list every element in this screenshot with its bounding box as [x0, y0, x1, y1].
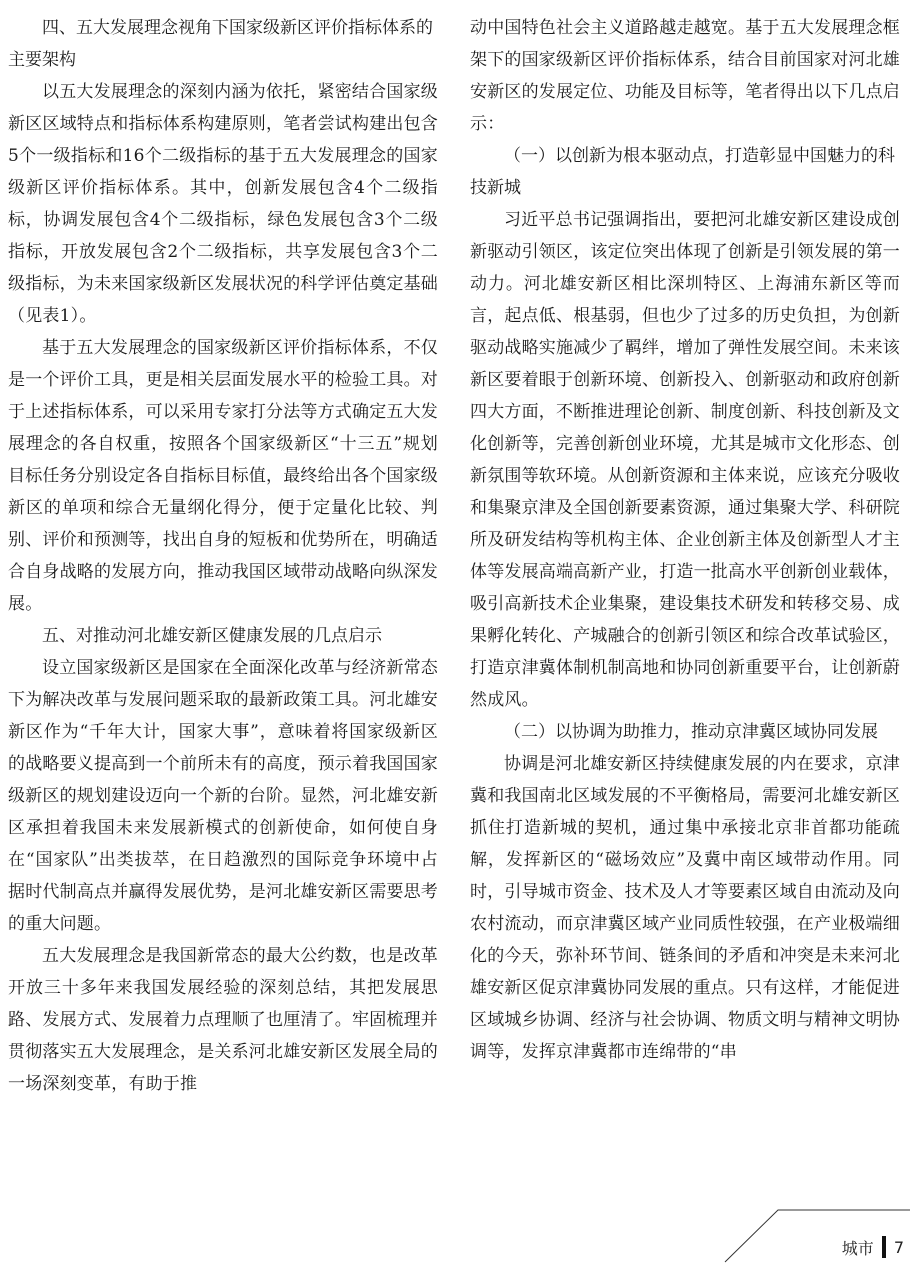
paragraph-continued: 动中国特色社会主义道路越走越宽。基于五大发展理念框架下的国家级新区评价指标体系，结合目前国家对河北雄安新区的发展定位、功能及目标等，笔者得出以下几点启示：	[470, 18, 900, 134]
paragraph: 协调是河北雄安新区持续健康发展的内在要求，京津冀和我国南北区域发展的不平衡格局，需要河北雄安新区抓住打造新城的契机，通过集中承接北京非首都功能疏解，发挥新区的“磁场效应”及冀中南区域带动作用。同时，引导城市资金、技术及人才等要素区域自由流动及向农村流动，而京津冀区域产业同质性较强，在产业极端细化的今天，弥补环节间、链条间的矛盾和冲突是未来河北雄安新区促京津冀协同发展的重点。只有这样，才能促进区域城乡协调、经济与社会协调、物质文明与精神文明协调等，发挥京津冀都市连绵带的“串	[470, 754, 900, 1062]
left-column	[8, 12, 438, 1100]
paragraph: 以五大发展理念的深刻内涵为依托，紧密结合国家级新区区域特点和指标体系构建原则，笔者尝试构建出包含5个一级指标和16个二级指标的基于五大发展理念的国家级新区评价指标体系。其中，创新发展包含4个二级指标，协调发展包含4个二级指标，绿色发展包含3个二级指标，开放发展包含2个二级指标，共享发展包含3个二级指标，为未来国家级新区发展状况的科学评估奠定基础（见表1）。	[8, 82, 438, 326]
page-number: 7	[893, 1237, 904, 1257]
section-heading-5: 五、对推动河北雄安新区健康发展的几点启示	[42, 626, 382, 646]
page-footer	[842, 1236, 904, 1258]
right-column	[470, 12, 900, 1068]
footer-divider-bar	[882, 1236, 886, 1258]
paragraph: 基于五大发展理念的国家级新区评价指标体系，不仅是一个评价工具，更是相关层面发展水平的检验工具。对于上述指标体系，可以采用专家打分法等方式确定五大发展理念的各自权重，按照各个国家级新区“十三五”规划目标任务分别设定各自指标目标值，最终给出各个国家级新区的单项和综合无量纲化得分，便于定量化比较、判别、评价和预测等，找出自身的短板和优势所在，明确适合自身战略的发展方向，推动我国区域带动战略向纵深发展。	[8, 338, 438, 614]
paragraph: 习近平总书记强调指出，要把河北雄安新区建设成创新驱动引领区，该定位突出体现了创新是引领发展的第一动力。河北雄安新区相比深圳特区、上海浦东新区等而言，起点低、根基弱，但也少了过多的历史负担，为创新驱动战略实施减少了羁绊，增加了弹性发展空间。未来该新区要着眼于创新环境、创新投入、创新驱动和政府创新四大方面，不断推进理论创新、制度创新、科技创新及文化创新等，完善创新创业环境，尤其是城市文化形态、创新氛围等软环境。从创新资源和主体来说，应该充分吸收和集聚京津及全国创新要素资源，通过集聚大学、科研院所及研发结构等机构主体、企业创新主体及创新型人才主体等发展高端高新产业，打造一批高水平创新创业载体，吸引高新技术企业集聚，建设集技术研发和转移交易、成果孵化转化、产城融合的创新引领区和综合改革试验区，打造京津冀体制机制高地和协同创新重要平台，让创新蔚然成风。	[470, 210, 900, 710]
footer-section-name: 城市	[841, 1238, 874, 1258]
section-heading-4: 四、五大发展理念视角下国家级新区评价指标体系的主要架构	[8, 18, 433, 70]
paragraph: 五大发展理念是我国新常态的最大公约数，也是改革开放三十多年来我国发展经验的深刻总结，其把发展思路、发展方式、发展着力点理顺了也厘清了。牢固梳理并贯彻落实五大发展理念，是关系河北雄安新区发展全局的一场深刻变革，有助于推	[8, 946, 438, 1094]
subsection-heading-1: （一）以创新为根本驱动点，打造彰显中国魅力的科技新城	[470, 146, 895, 198]
subsection-heading-2: （二）以协调为助推力，推动京津冀区域协同发展	[504, 722, 878, 742]
paragraph: 设立国家级新区是国家在全面深化改革与经济新常态下为解决改革与发展问题采取的最新政策工具。河北雄安新区作为“千年大计，国家大事”，意味着将国家级新区的战略要义提高到一个前所未有的高度，预示着我国国家级新区的规划建设迈向一个新的台阶。显然，河北雄安新区承担着我国未来发展新模式的创新使命，如何使自身在“国家队”出类拔萃，在日趋激烈的国际竞争环境中占据时代制高点并赢得发展优势，是河北雄安新区需要思考的重大问题。	[8, 658, 438, 934]
